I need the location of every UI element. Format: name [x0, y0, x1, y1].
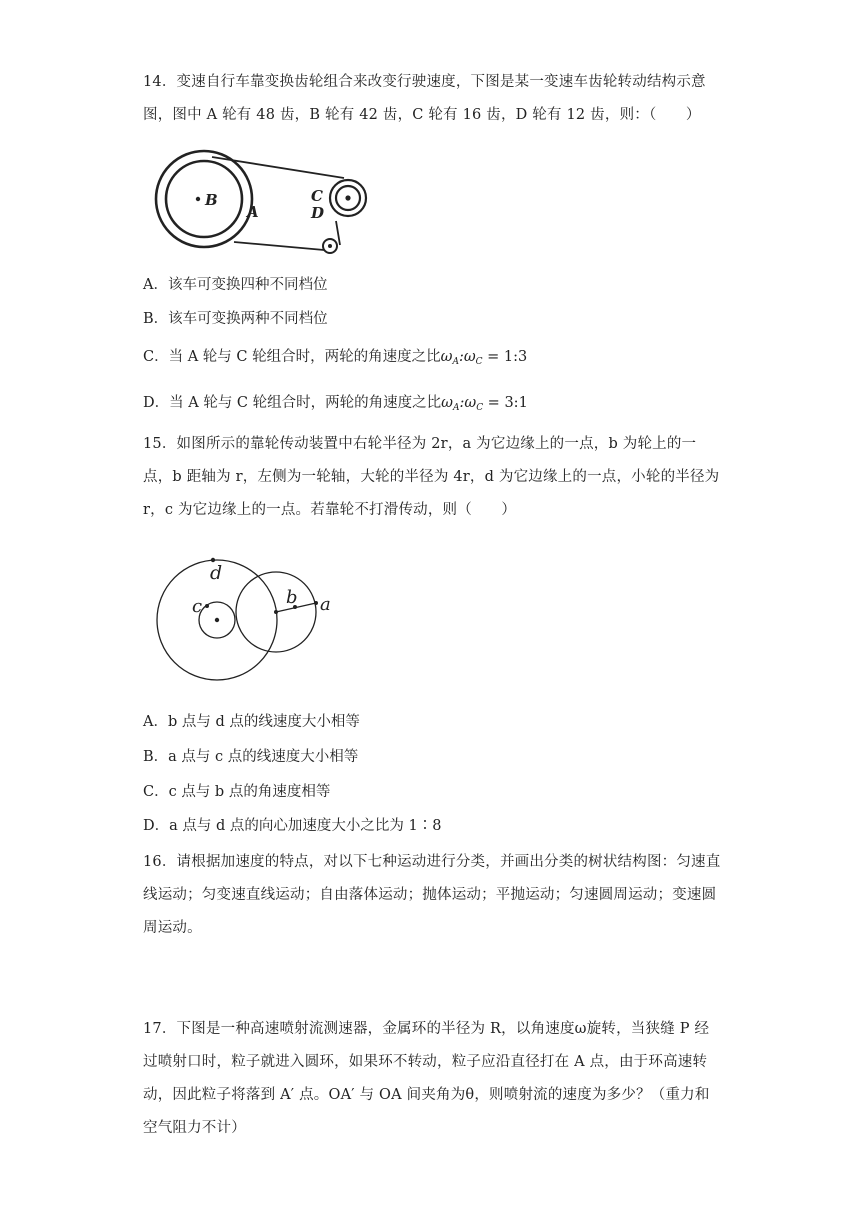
q14-option-d [143, 392, 528, 419]
q15-option-a: A．b 点与 d 点的线速度大小相等 [143, 714, 360, 730]
label-b: b [286, 587, 298, 608]
label-d: D [311, 204, 325, 222]
q14-option-c-ratio: 1:3 [503, 349, 528, 365]
tensioner-axle [328, 244, 332, 248]
q15-option-b: B．a 点与 c 点的线速度大小相等 [143, 749, 359, 765]
equals-sign: = [482, 349, 500, 365]
q15-roller-diagram [150, 552, 350, 687]
point-c [205, 604, 209, 608]
label-c: C [311, 187, 323, 205]
point-a [314, 601, 318, 605]
gear-b-axle [196, 197, 200, 201]
colon-omega: :ω [459, 395, 477, 411]
gear-b-circle [166, 161, 242, 237]
q14-option-a: A．该车可变换四种不同档位 [143, 277, 328, 293]
label-b: B [205, 191, 218, 209]
q14-option-c-text: C．当 A 轮与 C 轮组合时，两轮的角速度之比 [143, 349, 441, 365]
q17-stem: 17．下图是一种高速喷射流测速器，金属环的半径为 R，以角速度ω旋转，当狭缝 P 经过喷射口时，粒子就进入圆环，如果环不转动，粒子应沿直径打在 A 点，由于环高速转动，因此粒子将落到 A′ 点。OA′ 与 OA 间夹角为θ，则喷射流的速度为多少？（重力和空气阻力不计） [143, 1021, 710, 1136]
label-c: c [192, 596, 203, 617]
gear-cd-axle [345, 195, 350, 200]
chain-right [336, 221, 340, 245]
label-d: d [210, 562, 223, 584]
label-a: a [320, 594, 331, 615]
subscript-c: C [476, 403, 484, 413]
subscript-a: A [452, 357, 459, 367]
left-axle [215, 618, 219, 622]
q14-gear-diagram [148, 150, 378, 260]
q14-stem: 14．变速自行车靠变换齿轮组合来改变行驶速度，下图是某一变速车齿轮转动结构示意图，图中 A 轮有 48 齿，B 轮有 42 齿，C 轮有 16 齿，D 轮有 12 齿，则：（ ） [143, 74, 706, 123]
q14-option-c [143, 346, 527, 373]
q14-option-d-ratio: 3:1 [504, 395, 528, 411]
label-a: A [247, 203, 259, 221]
equals-sign: = [483, 395, 500, 411]
q16-stem: 16．请根据加速度的特点，对以下七种运动进行分类，并画出分类的树状结构图：匀速直线运动；匀变速直线运动；自由落体运动；抛体运动；平抛运动；匀速圆周运动；变速圆周运动。 [143, 854, 721, 936]
q14-option-d-text: D．当 A 轮与 C 轮组合时，两轮的角速度之比 [143, 395, 442, 411]
omega-symbol: ω [441, 395, 453, 411]
colon-omega: :ω [458, 349, 476, 365]
q14-option-b: B．该车可变换两种不同档位 [143, 311, 328, 327]
q15-option-c: C．c 点与 b 点的角速度相等 [143, 784, 331, 800]
q15-option-d: D．a 点与 d 点的向心加速度大小之比为 1∶8 [143, 818, 442, 834]
gear-a-circle [156, 151, 252, 247]
subscript-a: A [452, 403, 460, 413]
subscript-c: C [475, 357, 483, 367]
chain-bottom [234, 242, 324, 250]
omega-symbol: ω [440, 349, 453, 365]
q15-stem: 15．如图所示的靠轮传动装置中右轮半径为 2r，a 为它边缘上的一点，b 为轮上的一点，b 距轴为 r，左侧为一轮轴，大轮的半径为 4r，d 为它边缘上的一点，小轮的半径为 r，c 为它边缘上的一点。若靠轮不打滑传动，则（ ） [143, 436, 720, 518]
